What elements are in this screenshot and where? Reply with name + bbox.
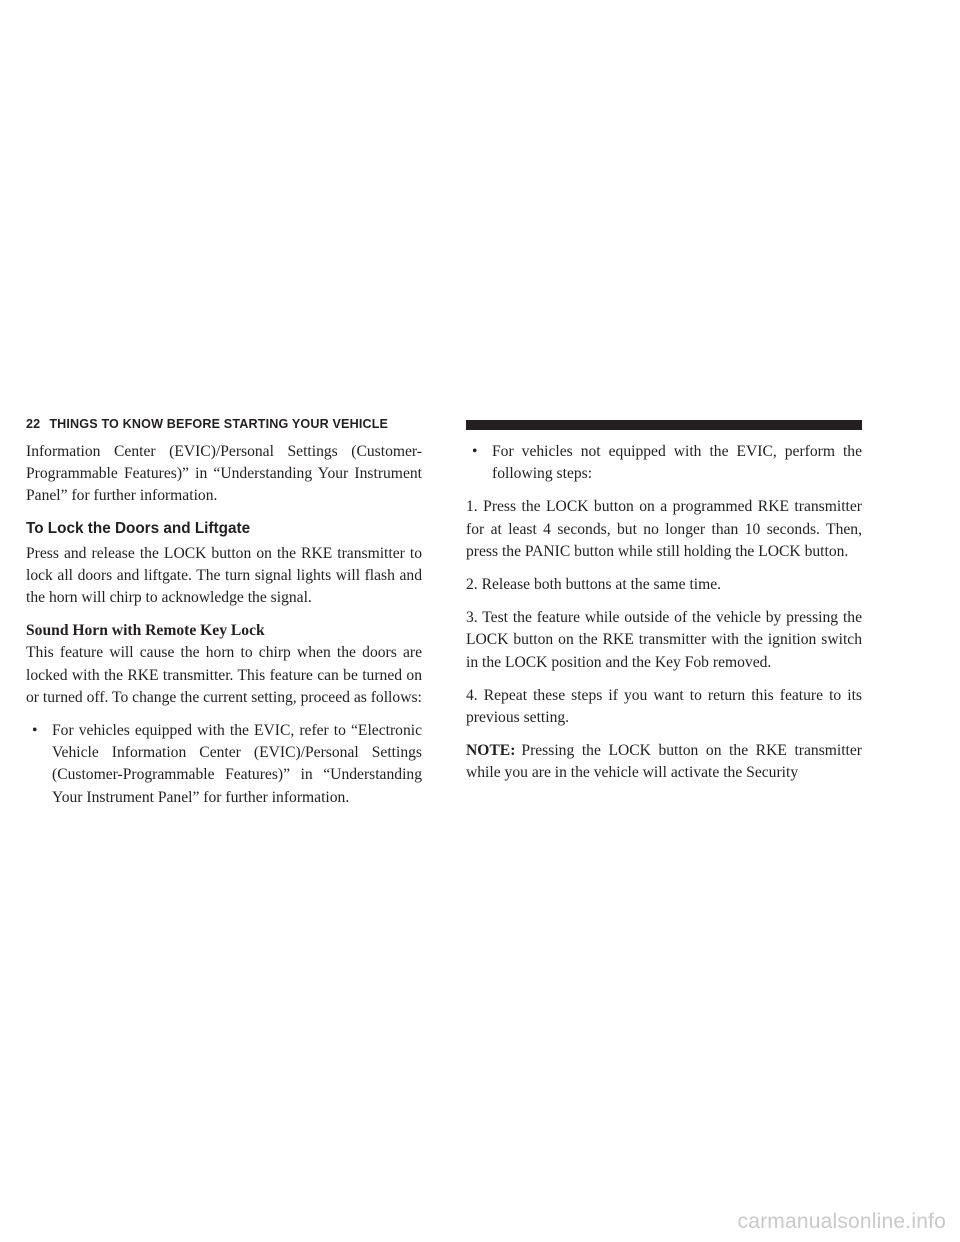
header-rule-bar	[466, 420, 862, 430]
subheading: Sound Horn with Remote Key Lock	[26, 622, 265, 640]
page-number: 22	[26, 417, 41, 431]
subheading-body: This feature will cause the horn to chirp when the doors are locked with the RKE transmitter. This feature can be turned on or turned off. To change the current setting, proceed as follows:	[26, 644, 422, 706]
bullet-evic-equipped	[26, 720, 422, 809]
step-1: 1. Press the LOCK button on a programmed RKE transmitter for at least 4 seconds, but no longer than 10 seconds. Then, press the PANIC button while still holding the LOCK button.	[466, 498, 862, 560]
step-3: 3. Test the feature while outside of the vehicle by pressing the LOCK button on the RKE transmitter with the ignition switch in the LOCK position and the Key Fob removed.	[466, 609, 862, 671]
step-4: 4. Repeat these steps if you want to return this feature to its previous setting.	[466, 686, 862, 727]
note-paragraph	[466, 740, 862, 784]
running-header	[26, 417, 388, 431]
bullet-text: For vehicles not equipped with the EVIC, perform the following steps:	[492, 443, 862, 483]
chapter-title: THINGS TO KNOW BEFORE STARTING YOUR VEHICLE	[49, 417, 389, 431]
step-2: 2. Release both buttons at the same time.	[466, 576, 722, 594]
intro-paragraph: Information Center (EVIC)/Personal Settings (Customer-Programmable Features)” in “Understanding Your Instrument Panel” for further information.	[26, 443, 422, 505]
section-body: Press and release the LOCK button on the RKE transmitter to lock all doors and liftgate. The turn signal lights will flash and the horn will chirp to acknowledge the signal.	[26, 544, 422, 607]
right-column	[466, 441, 862, 785]
bullet-dot: •	[32, 722, 38, 740]
note-label: NOTE:	[466, 742, 516, 760]
watermark: carmanualsonline.info	[737, 1210, 946, 1233]
bullet-text: For vehicles equipped with the EVIC, refer to “Electronic Vehicle Information Center (EVIC)/Personal Settings (Customer-Programmable Features)” in “Understanding Your Instrument Panel” for further information.	[52, 722, 422, 806]
bullet-evic-not-equipped	[466, 441, 862, 485]
note-text: Pressing the LOCK button on the RKE transmitter while you are in the vehicle will activate the Security	[466, 742, 862, 782]
left-column	[26, 441, 422, 820]
section-heading: To Lock the Doors and Liftgate	[26, 519, 251, 537]
bullet-dot: •	[472, 443, 478, 460]
